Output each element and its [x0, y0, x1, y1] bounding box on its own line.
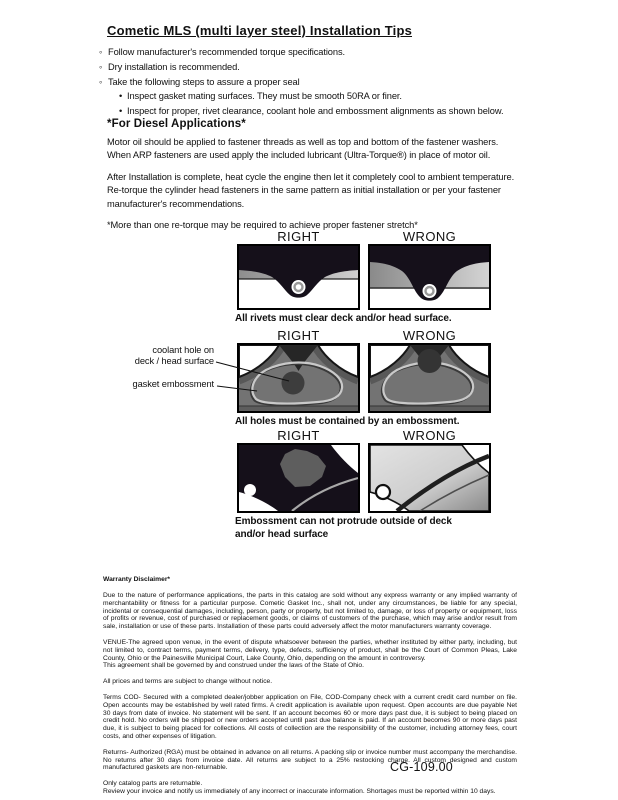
- hole-wrong-illustration: [370, 345, 489, 411]
- venue-paragraph: VENUE-The agreed upon venue, in the event of dispute whatsoever between the parties, whether instituted by either party, including, but not limited to, contract terms, payment terms, delivery, type, defects, sufficiency of product, shall be the Court of Common Pleas, Lake County, Ohio or the Painesville Municipal Court, Lake County, Ohio, depending on the amount in controversy.: [103, 638, 517, 662]
- list-item: [99, 60, 523, 75]
- governing-law-line: This agreement shall be governed by and construed under the laws of the State of Ohio.: [103, 662, 364, 670]
- diagram-panels: [237, 343, 491, 413]
- list-item-text: Dry installation is recommended.: [108, 61, 240, 72]
- wrong-label: WRONG: [402, 428, 457, 443]
- diagram-caption: All rivets must clear deck and/or head surface.: [235, 313, 452, 324]
- disclaimer-heading: Warranty Disclaimer*: [103, 576, 171, 583]
- list-item-text: Inspect gasket mating surfaces. They must be smooth 50RA or finer.: [127, 91, 402, 102]
- diagram-caption: All holes must be contained by an embossment.: [235, 416, 460, 427]
- list-item-text: Inspect for proper, rivet clearance, coolant hole and embossment alignments as shown below.: [127, 106, 504, 117]
- protrusion-right-illustration: [239, 445, 358, 511]
- page-title: Cometic MLS (multi layer steel) Installation Tips: [107, 23, 413, 38]
- annotation-text: coolant hole on: [152, 345, 214, 355]
- hole-right-illustration: [239, 345, 358, 411]
- rivet-wrong-panel: [368, 244, 491, 310]
- diesel-applications-section: [107, 118, 521, 240]
- protrusion-right-panel: [237, 443, 360, 513]
- diagram-labels: [237, 229, 491, 243]
- installation-tips-list: [99, 45, 523, 119]
- warranty-disclaimer-section: [103, 576, 517, 800]
- diesel-paragraph: Motor oil should be applied to fastener threads as well as top and bottom of the fastener washers. When ARP fasteners are used apply the included lubricant (Ultra-Torque®) in place of motor oil.: [107, 137, 499, 161]
- right-label: RIGHT: [277, 428, 320, 443]
- list-item-text: Follow manufacturer's recommended torque specifications.: [108, 47, 345, 57]
- diagram-caption: Embossment can not protrude outside of deck and/or head surface: [235, 516, 452, 540]
- list-item: [99, 45, 523, 60]
- right-label: RIGHT: [277, 229, 320, 244]
- catalog-parts-line: Only catalog parts are returnable.: [103, 780, 203, 788]
- list-item-text: Take the following steps to assure a proper seal: [108, 76, 300, 87]
- protrusion-wrong-panel: [368, 443, 491, 513]
- diagram-labels: [237, 428, 491, 442]
- diagram-panels: [237, 443, 491, 513]
- hole-right-panel: [237, 343, 360, 413]
- rivet-wrong-illustration: [370, 246, 489, 308]
- annotation-text: gasket embossment: [132, 379, 214, 389]
- page-code: CG-109.00: [390, 760, 453, 774]
- diesel-heading: *For Diesel Applications*: [107, 118, 246, 130]
- rivet-right-illustration: [239, 246, 358, 308]
- hole-wrong-panel: [368, 343, 491, 413]
- diagram-labels: [237, 328, 491, 342]
- prices-line: All prices and terms are subject to change without notice.: [103, 678, 273, 686]
- rivet-right-panel: [237, 244, 360, 310]
- list-sub-item: [119, 104, 523, 119]
- terms-paragraph: Terms COD- Secured with a completed dealer/jobber application on File, COD-Company check with a current credit card number on file. Open accounts may be established by well rated firms. A credit application is available upon request. Open accounts are due payable Net 30 days from date of invoice. No statement will be sent. If an account becomes 60 or more days past due, it is subject to being placed on credit hold. No orders will be shipped or new orders accepted until past due balance is paid. If an account becomes 90 or more days past due, it is subject to being placed for collections. All costs of collection are the responsibility of the customer, including attorney fees, court costs, and other expenses of litigation.: [103, 693, 517, 740]
- diagram-hole-embossment: [237, 328, 491, 429]
- wrong-label: WRONG: [402, 328, 457, 343]
- returns-paragraph: Returns- Authorized (RGA) must be obtained in advance on all returns. A packing slip or invoice number must accompany the merchandise. No returns after 30 days from invoice date. All returns are subject to a 25% restocking charge. All custom designed and custom manufactured gaskets are non-returnable.: [103, 748, 517, 772]
- gasket-embossment-annotation: [78, 379, 214, 390]
- protrusion-wrong-illustration: [370, 445, 489, 511]
- retorque-note: *More than one re-torque may be required to achieve proper fastener stretch*: [107, 220, 418, 231]
- review-invoice-line: Review your invoice and notify us immediately of any incorrect or inaccurate information. Shortages must be reported within 10 days.: [103, 787, 496, 795]
- right-label: RIGHT: [277, 328, 320, 343]
- annotation-text: deck / head surface: [134, 356, 214, 367]
- disclaimer-paragraph: Due to the nature of performance applications, the parts in this catalog are sold without any express warranty or any implied warranty of merchantability or fitness for a particular purpose. Cometic Gasket Inc., shall not, under any circumstances, be liable for any special, incidental or consequential damages, including, person, party or property, but not limited to, damage, or loss of property or equipment, loss of profits or revenue, cost of purchased or replacement goods, or claims of customers of the purchase, which may arise and/or result from sale, installation or use of these parts. Installation of these parts could adversely affect the motor manufacturers warranty coverage.: [103, 592, 517, 631]
- wrong-label: WRONG: [402, 229, 457, 244]
- diesel-paragraph: After Installation is complete, heat cycle the engine then let it completely cool to ambient temperature. Re-torque the cylinder head fasteners in the same pattern as initial installation or per your fastener manufacturer's recommendations.: [107, 171, 515, 209]
- list-sub-item: [119, 89, 523, 104]
- diagram-panels: [237, 244, 491, 310]
- list-item: [99, 75, 523, 90]
- coolant-hole-annotation: [88, 345, 214, 368]
- diagram-embossment-protrusion: [237, 428, 491, 541]
- diagram-rivet-clearance: [237, 229, 491, 326]
